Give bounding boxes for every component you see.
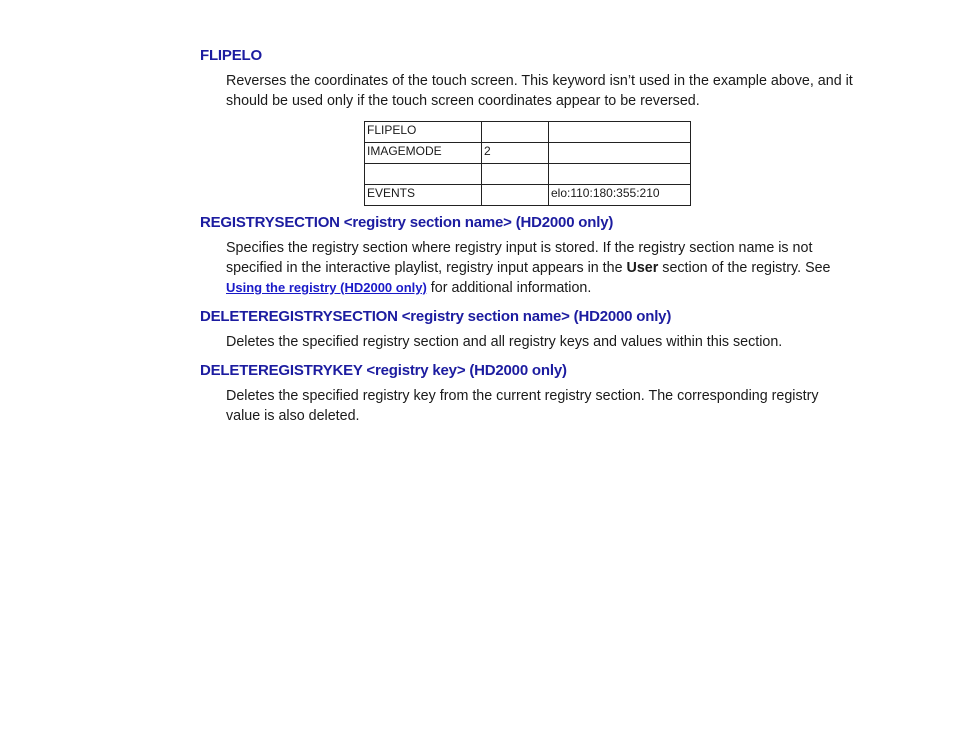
table-row [365,185,691,206]
table-cell [482,185,549,206]
body-text: for additional information. [426,280,592,296]
table-cell: IMAGEMODE [365,143,482,164]
section-heading-deleteregistrysection: DELETEREGISTRYSECTION <registry section name> (HD2000 only) [200,308,672,325]
table-cell [482,164,549,185]
using-registry-link[interactable]: Using the registry (HD2000 only) [226,280,427,295]
table-cell [549,164,691,185]
section-body-registrysection [226,238,856,298]
table-cell [482,122,549,143]
section-body-deleteregistrykey: Deletes the specified registry key from the current registry section. The corresponding registry value is also deleted. [226,388,819,424]
section-body-flipelo: Reverses the coordinates of the touch screen. This keyword isn’t used in the example above, and it should be used only if the touch screen coordinates appear to be reversed. [226,73,853,109]
section-body-deleteregistrysection: Deletes the specified registry section and all registry keys and values within this section. [226,334,783,350]
table-row [365,122,691,143]
section-heading-deleteregistrykey: DELETEREGISTRYKEY <registry key> (HD2000 only) [200,362,567,379]
section-heading-flipelo: FLIPELO [200,47,262,64]
table-cell: EVENTS [365,185,482,206]
table-cell [549,143,691,164]
table-cell [549,122,691,143]
table-cell: FLIPELO [365,122,482,143]
table-row [365,164,691,185]
body-text: Specifies the registry section where registry input is stored. If the registry section name is not specified in the interactive playlist, registry input appears in the [226,240,813,276]
table-cell: 2 [482,143,549,164]
table-row [365,143,691,164]
table-cell: elo:110:180:355:210 [549,185,691,206]
body-text: section of the registry. See [658,260,831,276]
keyword-table [364,121,691,206]
section-heading-registrysection: REGISTRYSECTION <registry section name> (HD2000 only) [200,214,614,231]
user-section-name: User [626,260,659,276]
table-cell [365,164,482,185]
